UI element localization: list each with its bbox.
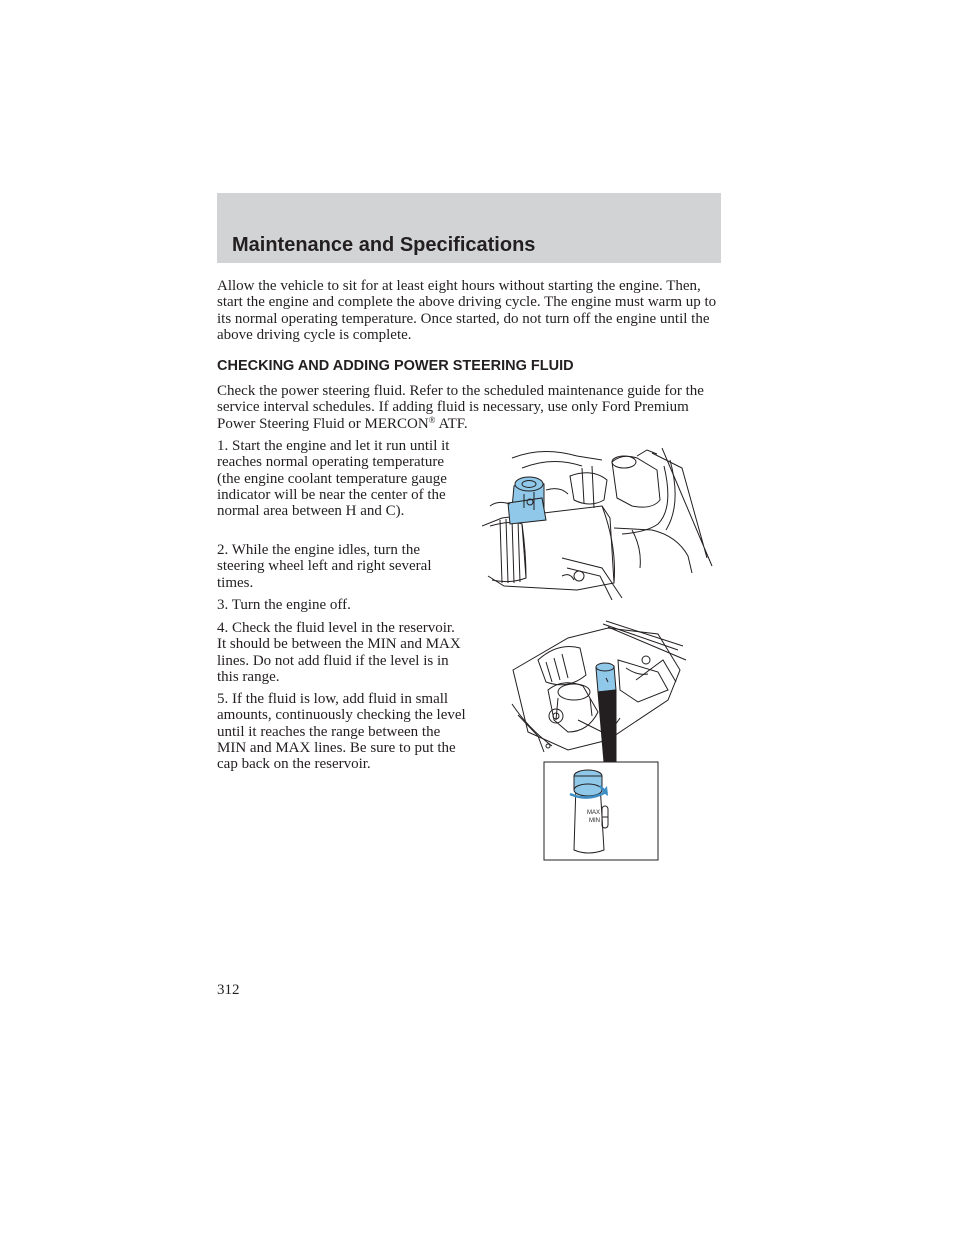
reservoir-level-illustration bbox=[508, 620, 688, 864]
step-5: 5. If the fluid is low, add fluid in small amounts, continuously checking the level until it reaches the range between the MIN and MAX lines. Be sure to put the cap back on the reservoir. bbox=[217, 691, 466, 773]
reservoir-highlight-small bbox=[596, 663, 616, 692]
min-label: MIN bbox=[589, 818, 600, 824]
step-1: 1. Start the engine and let it run until it reaches normal operating temperature (the engine coolant temperature gauge indicator will be near the center of the normal area between H and C). bbox=[217, 438, 450, 520]
intro-paragraph: Allow the vehicle to sit for at least eight hours without starting the engine. Then, start the engine and complete the above driving cycle. The engine must warm up to its normal operating temperature. Once started, do not turn off the engine until the above driving cycle is complete. bbox=[217, 278, 717, 343]
section-heading: CHECKING AND ADDING POWER STEERING FLUID bbox=[217, 358, 574, 374]
check-text-end: ATF. bbox=[435, 415, 468, 432]
registered-mark: ® bbox=[428, 414, 436, 425]
header-band bbox=[217, 193, 721, 263]
engine-reservoir-illustration bbox=[482, 448, 714, 600]
step-4: 4. Check the fluid level in the reservoir. It should be between the MIN and MAX lines. Do not add fluid if the level is in this range. bbox=[217, 620, 461, 685]
step-2: 2. While the engine idles, turn the steering wheel left and right several times. bbox=[217, 542, 432, 591]
reservoir-cap bbox=[574, 770, 602, 796]
step-3: 3. Turn the engine off. bbox=[217, 597, 351, 613]
check-paragraph bbox=[217, 383, 721, 432]
max-label: MAX bbox=[586, 810, 600, 816]
page-number: 312 bbox=[217, 982, 240, 998]
page-title: Maintenance and Specifications bbox=[232, 234, 536, 256]
check-text: Check the power steering fluid. Refer to the scheduled maintenance guide for the service interval schedules. If adding fluid is necessary, use only Ford Premium Power Steering Fluid or MERCON bbox=[217, 383, 704, 432]
